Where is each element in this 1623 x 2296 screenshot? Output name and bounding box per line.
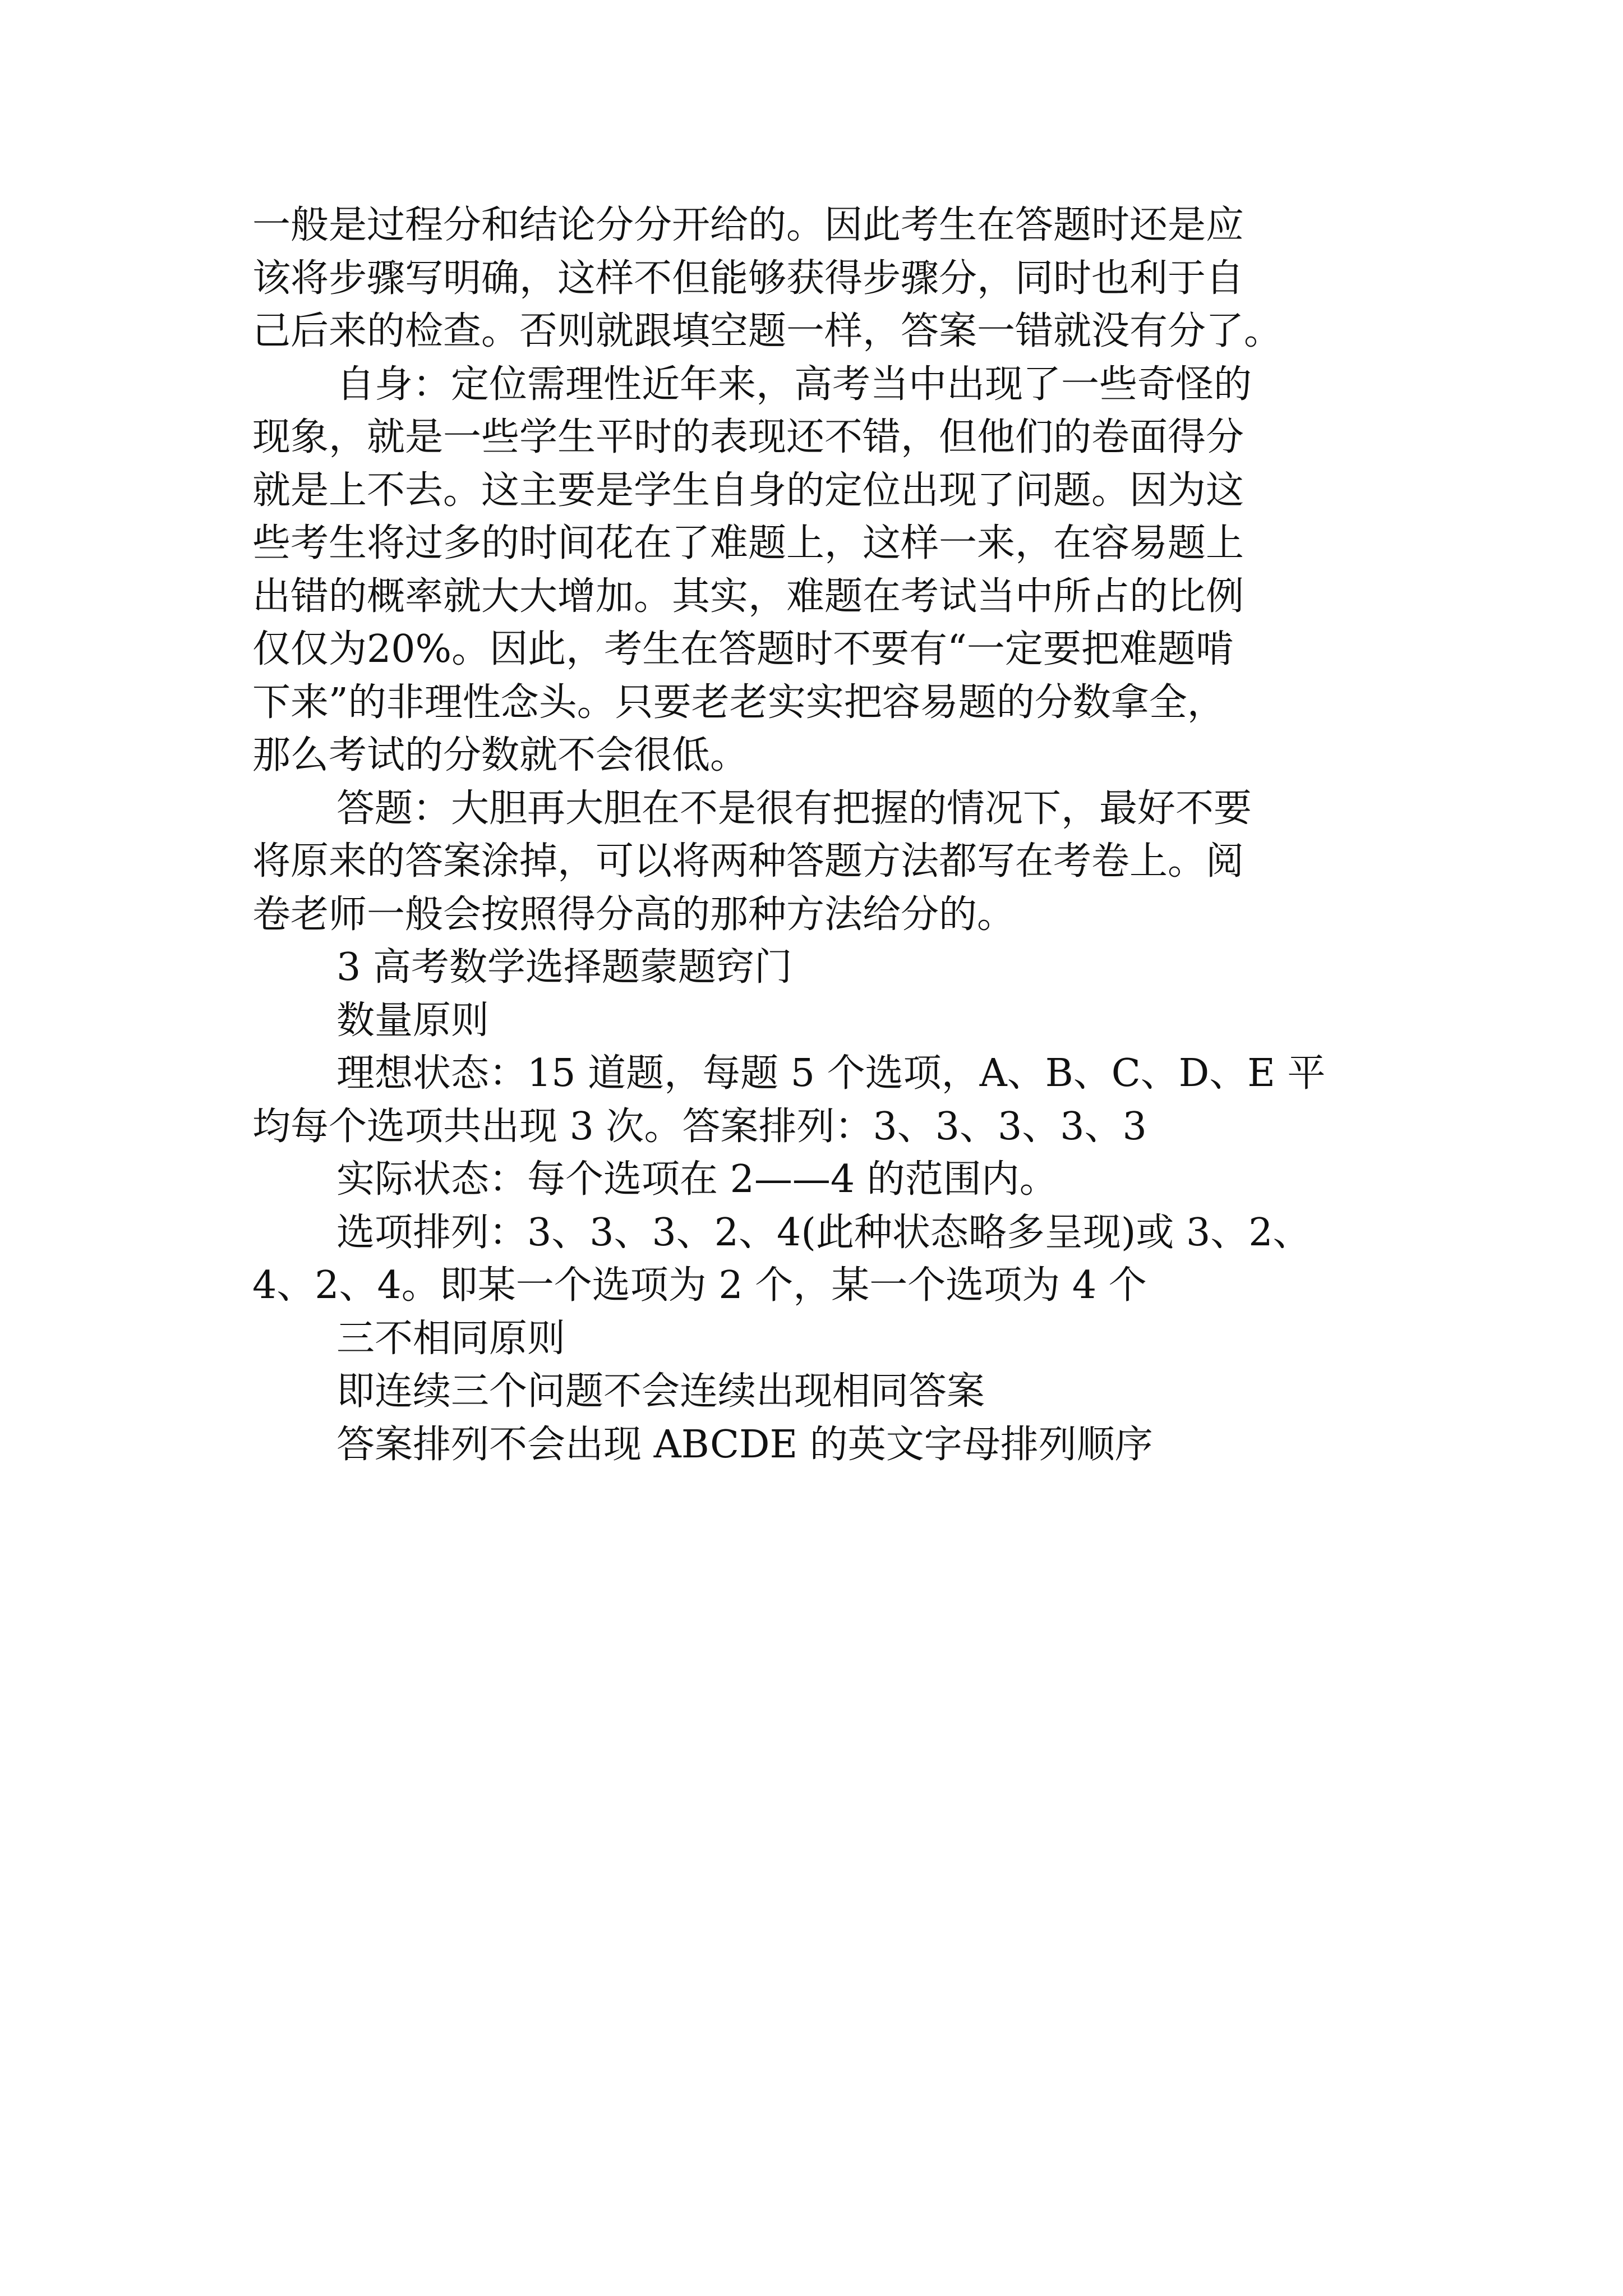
text-line: 就是上不去。这主要是学生自身的定位出现了问题。因为这: [252, 468, 1244, 513]
text-line: 4、2、4。即某一个选项为 2 个，某一个选项为 4 个: [252, 1263, 1147, 1308]
paragraph-first-line: 即连续三个问题不会连续出现相同答案: [336, 1369, 985, 1414]
text-line: 己后来的检查。否则就跟填空题一样，答案一错就没有分了。: [252, 309, 1283, 353]
text-line: 该将步骤写明确，这样不但能够获得步骤分，同时也利于自: [252, 256, 1244, 301]
text-line: 卷老师一般会按照得分高的那种方法给分的。: [252, 892, 1016, 937]
paragraph-first-line: 答题：大胆再大胆在不是很有把握的情况下，最好不要: [336, 786, 1252, 831]
section-heading: 3 高考数学选择题蒙题窍门: [336, 945, 792, 990]
text-line: 仅仅为20%。因此，考生在答题时不要有“一定要把难题啃: [252, 627, 1234, 671]
text-line: 一般是过程分和结论分分开给的。因此考生在答题时还是应: [252, 203, 1244, 247]
subheading: 三不相同原则: [336, 1316, 566, 1361]
subheading: 数量原则: [336, 998, 490, 1043]
text-line: 那么考试的分数就不会很低。: [252, 733, 749, 777]
text-line: 将原来的答案涂掉，可以将两种答题方法都写在考卷上。阅: [252, 839, 1244, 884]
text-line: 些考生将过多的时间花在了难题上，这样一来，在容易题上: [252, 521, 1244, 565]
paragraph-first-line: 理想状态：15 道题，每题 5 个选项，A、B、C、D、E 平: [336, 1051, 1326, 1096]
paragraph-first-line: 自身：定位需理性近年来，高考当中出现了一些奇怪的: [336, 362, 1252, 407]
paragraph-first-line: 答案排列不会出现 ABCDE 的英文字母排列顺序: [336, 1422, 1153, 1467]
text-line: 均每个选项共出现 3 次。答案排列：3、3、3、3、3: [252, 1104, 1147, 1149]
text-line: 出错的概率就大大增加。其实，难题在考试当中所占的比例: [252, 574, 1244, 619]
text-line: 下来”的非理性念头。只要老老实实把容易题的分数拿全，: [252, 680, 1225, 725]
paragraph-first-line: 选项排列：3、3、3、2、4(此种状态略多呈现)或 3、2、: [336, 1210, 1311, 1255]
paragraph-first-line: 实际状态：每个选项在 2——4 的范围内。: [336, 1157, 1058, 1202]
document-body: [252, 199, 1391, 1471]
text-line: 现象，就是一些学生平时的表现还不错，但他们的卷面得分: [252, 415, 1244, 459]
